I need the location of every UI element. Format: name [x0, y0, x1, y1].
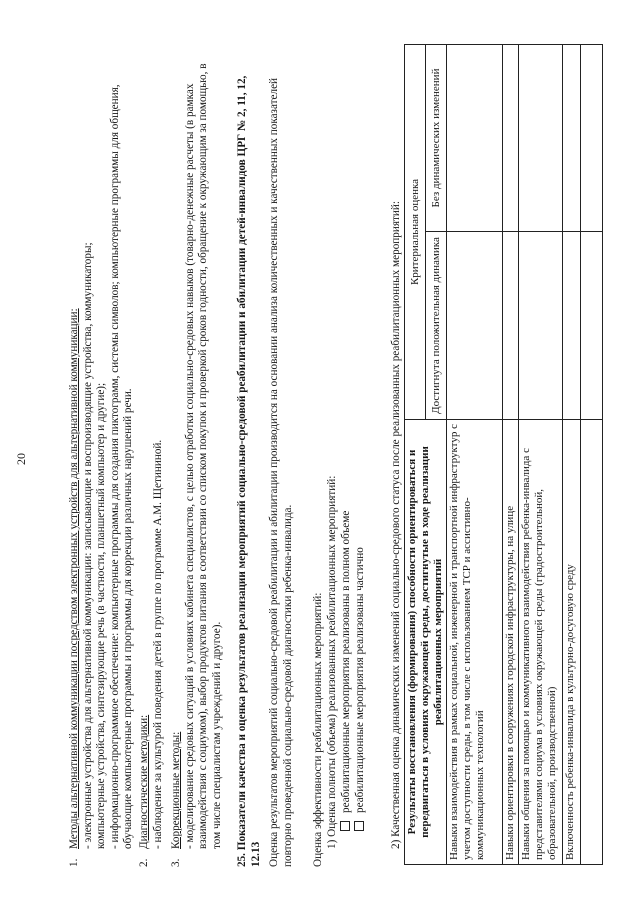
table-cell-nochange[interactable]	[519, 45, 563, 232]
section-1-item-2: компьютерные устройства, синтезирующие речь (в частности, планшетный компьютер и другие);	[95, 382, 108, 849]
section-3-title: Коррекционные методы:	[170, 731, 182, 849]
table-cell-nochange[interactable]	[563, 45, 581, 232]
section-2-title: Диагностические методики:	[138, 714, 150, 849]
section-communication-methods	[68, 52, 136, 867]
checkbox-partial-label: реабилитационные мероприятия реализованы частично	[354, 547, 366, 813]
header-criteria: Критериальная оценка	[405, 45, 426, 420]
table-cell-skill	[581, 420, 603, 865]
checkbox-row-full	[340, 16, 354, 867]
table-row	[581, 45, 603, 865]
section-2-item-1: - наблюдение за культурой поведения детей в группе по программе А.М. Щетининой.	[151, 439, 164, 849]
table-row	[519, 45, 563, 865]
table-cell-skill: Навыки взаимодействия в рамках социальной, инженерной и транспортной инфраструктур с учетом доступности среды, в том числе с использованием ТСР и ассистивно-коммуникационных технологий	[447, 420, 503, 865]
qualitative-label: 2) Качественная оценка динамических изменений социально-средового статуса после реализованных реабилитационных мероприятий:	[390, 201, 402, 849]
table-cell-skill: Навыки ориентировки в сооружениях городской инфраструктуры, на улице	[503, 420, 519, 865]
table-cell-positive[interactable]	[503, 232, 519, 420]
table-cell-positive[interactable]	[581, 232, 603, 420]
table-cell-positive[interactable]	[563, 232, 581, 420]
effectiveness-label: Оценка эффективности реабилитационных мероприятий:	[312, 592, 324, 867]
table-cell-nochange[interactable]	[503, 45, 519, 232]
table-row	[563, 45, 581, 865]
table-row	[447, 45, 503, 865]
table-cell-nochange[interactable]	[447, 45, 503, 232]
section-1-number: 1.	[68, 858, 80, 867]
table-cell-skill: Навыки общения за помощью и коммуникативного взаимодействия ребенка-инвалида с представителями социума в условиях окружающей среды (градостроительной, образовательной, производственной)	[519, 420, 563, 865]
table-header-row-1	[405, 45, 426, 865]
header-positive-dynamics: Достигнута положительная динамика	[426, 232, 447, 420]
checkbox-full-icon[interactable]	[340, 821, 350, 831]
section-2-number: 2.	[138, 858, 150, 867]
checkbox-row-partial	[354, 16, 368, 867]
completeness-label: 1) Оценка полноты (объема) реализованных реабилитационных мероприятий:	[326, 475, 338, 849]
section-diagnostic-methods	[138, 52, 165, 867]
checkbox-full-label: реабилитационные мероприятия реализованы в полном объеме	[340, 510, 352, 813]
section-3-number: 3.	[170, 858, 182, 867]
section-3-item-1: - моделирование средовых ситуаций в условиях кабинета специалистов, с целью отработки социально-средовых навыков (товарно-денежные расчеты (в рамках взаимодействия с социумом), выбор продуктов питания в соответствии со списком покупок и проверкой сроков годности, обращение к окружающим за помощью, в том числе специалистам учреждений и другое).	[183, 63, 223, 849]
section-1-title: Методы альтернативной коммуникации посредством электронных устройств для альтернативной коммуникации:	[68, 308, 80, 849]
results-table	[404, 44, 603, 865]
table-cell-positive[interactable]	[447, 232, 503, 420]
heading-25: 25. Показатели качества и оценка результатов реализации мероприятий социально-средовой реабилитации и абилитации детей-инвалидов ЦРГ № 2, 11, 12, 12.13	[236, 75, 262, 867]
table-cell-nochange[interactable]	[581, 45, 603, 232]
table-cell-positive[interactable]	[519, 232, 563, 420]
checkbox-partial-icon[interactable]	[354, 821, 364, 831]
paragraph-25: Оценка результатов мероприятий социально-средовой реабилитации и абилитации производится на основании анализа количественных и качественных показателей повторно проведенной социально-средовой диагностики ребенка-инвалида.	[268, 77, 294, 867]
page-number: 20	[14, 453, 28, 465]
header-no-changes: Без динамических изменений	[426, 45, 447, 232]
table-cell-skill: Включенность ребенка-инвалида в культурно-досуговую среду	[563, 420, 581, 865]
section-1-item-3: - информационно-программное обеспечение: компьютерные программы для создания пиктограмм, системы символов; компьютерные программы для общения, обучающие компьютерные программы и программы для коррекции различных нарушений речи.	[108, 84, 135, 849]
header-results: Результаты восстановления (формирования) способности ориентироваться и передвигаться в условиях окружающей среды, достигнутые в ходе реализации реабилитационных мероприятий	[405, 420, 447, 865]
section-correction-methods	[170, 52, 224, 867]
table-row	[503, 45, 519, 865]
section-1-item-1: - электронные устройства для альтернативной коммуникации: записывающие и воспроизводящие устройства, коммуникаторы;	[81, 242, 94, 849]
